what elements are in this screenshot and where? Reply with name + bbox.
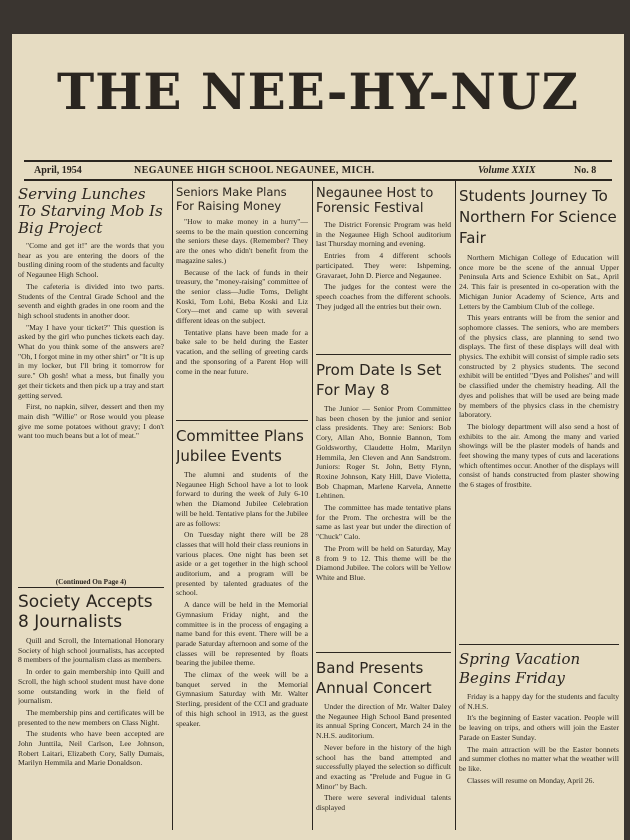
column-divider bbox=[312, 180, 313, 830]
paragraph: On Tuesday night there will be 28 classes that will hold their class reunions in various places. One night has been set aside or a get together in the high school auditorium, and a program will be presented by talented graduates of the school. bbox=[176, 530, 308, 598]
dateline bbox=[34, 165, 604, 179]
paragraph: Northern Michigan College of Education will once more be the scene of the annual Upper Peninsula Arts and Science Exhibit on Sat., April 24. This fair is presented in co-operation with the Michigan Junior Academy of Science, Arts and Letters by the Cambium Club of the college. bbox=[459, 253, 619, 311]
paragraph: The climax of the week will be a banquet served in the Memorial Gymnasium Saturday with Mr. Walter Sterling, president of the CCI and graduate of this high school in 1913, as the guest speaker. bbox=[176, 670, 308, 728]
masthead-rule-bottom bbox=[24, 179, 612, 181]
continued-note: (Continued On Page 4) bbox=[55, 578, 127, 586]
paragraph: The District Forensic Program was held in the Negaunee High School auditorium last Thursday morning and evening. bbox=[316, 220, 451, 249]
paragraph: The judges for the contest were the speech coaches from the different schools. They judged all the entries but their own. bbox=[316, 282, 451, 311]
article-rule bbox=[459, 644, 619, 645]
paragraph: The membership pins and certificates will be presented to the new members on Class Night. bbox=[18, 707, 164, 727]
article-seniors-plans bbox=[176, 184, 308, 416]
masthead-rule-top bbox=[24, 160, 612, 162]
headline: Serving Lunches To Starving Mob Is Big Project bbox=[18, 185, 163, 237]
paragraph: The main attraction will be the Easter bonnets and summer clothes no matter what the weather will be like. bbox=[459, 744, 619, 773]
issue-number: No. 8 bbox=[574, 165, 597, 176]
headline: Society Accepts 8 Journalists bbox=[18, 592, 153, 632]
column-divider bbox=[455, 180, 456, 830]
headline: Spring Vacation Begins Friday bbox=[459, 650, 581, 687]
headline: Negaunee Host to Forensic Festival bbox=[316, 186, 434, 216]
headline: Band Presents Annual Concert bbox=[316, 659, 432, 697]
article-science-fair bbox=[459, 184, 619, 642]
paragraph: The biology department will also send a host of exhibits to the air. Among the many and varied showings will be the plaster models of hands and feet showing the many types of cuts and lacerations which oftentimes occur. Another of the displays will consist of hands constructed from plaster showing the 6 stages of frostbite. bbox=[459, 421, 619, 490]
paragraph: In order to gain membership into Quill and Scroll, the high school student must have done some outstanding work in the field of journalism. bbox=[18, 667, 164, 706]
paragraph: "Come and get it!" are the words that you hear as you are entering the doors of the bustling dining room of the students and faculty of Negaunee High School. bbox=[18, 241, 164, 280]
masthead-title: THE NEE-HY-NUZ bbox=[56, 62, 580, 121]
article-rule bbox=[316, 652, 451, 653]
paragraph: The Junior — Senior Prom Committee has been chosen by the junior and senior class presidents. They are: Seniors: Bob Cory, Allan Aho, Bonnie Bannon, Tom Goldsworthy, Claudette Holm, Marilyn Hemmila, Jen Cleven and Ann Sandstrom. Juniors: Roger St. John, Betty Flynn, Roxine Johnson, Katy Hill, Dave Violetta, Bob Chapman, Marlene Karvela, Annette Lehtinen. bbox=[316, 404, 451, 501]
article-prom-date bbox=[316, 358, 451, 648]
newspaper-page bbox=[12, 34, 624, 840]
article-society-accepts bbox=[18, 590, 164, 840]
paragraph: The cafeteria is divided into two parts. Students of the Central Grade School and the seventh and eighth grades in one room and the high school students in another door. bbox=[18, 281, 164, 320]
paragraph: This years entrants will be from the senior and sophomore classes. The seniors, who are members of the physics class, are planning to send two displays. The first of these displays will deal with physics. The exhibit will consist of simple radio sets constructed by 2 physics students. The second exhibit will be entitled "Dyes and Polishes" and will be classified under the chemistry heading. All the dyes and polishes that will be used are being made by members of the physics class in the chemistry laboratory. bbox=[459, 313, 619, 420]
paragraph: Classes will resume on Monday, April 26. bbox=[467, 775, 595, 785]
paragraph: It's the beginning of Easter vacation. People will be leaving on trips, and others will join the Easter Parade on Easter Sunday. bbox=[459, 713, 619, 742]
article-rule bbox=[176, 420, 308, 421]
paragraph: Never before in the history of the high school has the band attempted and successfully played the selection so difficult and exacting as "Prelude and Fugue in G Minor" by Bach. bbox=[316, 742, 451, 791]
volume-number: Volume XXIX bbox=[478, 165, 536, 176]
headline: Seniors Make Plans For Raising Money bbox=[176, 185, 287, 213]
paragraph: First, no napkin, silver, dessert and then my main dish "Willie" or Rose would you please give me some potatoes without gravy; I don't want too much beans but a lot of meat." bbox=[18, 402, 164, 441]
issue-date: April, 1954 bbox=[34, 165, 82, 176]
column-divider bbox=[172, 180, 173, 830]
paragraph: Tentative plans have been made for a bake sale to be held during the Easter vacation, and the selling of greeting cards and the sponsoring of a Parent Hop will come in the near future. bbox=[176, 327, 308, 376]
article-serving-lunches bbox=[18, 184, 164, 572]
article-rule bbox=[18, 587, 164, 588]
article-rule bbox=[316, 354, 451, 355]
school-name: NEGAUNEE HIGH SCHOOL NEGAUNEE, MICH. bbox=[134, 165, 375, 176]
paragraph: The committee has made tentative plans for the Prom. The orchestra will be the same as last year but under the direction of "Chuck" Calo. bbox=[316, 503, 451, 542]
paragraph: The Prom will be held on Saturday, May 8 from 9 to 12. This theme will be the Diamond Jubilee. The colors will be Yellow White and Blue. bbox=[316, 543, 451, 582]
paragraph: Friday is a happy day for the students and faculty of N.H.S. bbox=[459, 692, 619, 711]
paragraph: Quill and Scroll, the International Honorary Society of high school journalists, has accepted 8 members of the journalism class as members. bbox=[18, 636, 164, 665]
paragraph: A dance will be held in the Memorial Gymnasium Friday night, and the committee is in the process of engaging a name band for this event. There will be a parade Saturday afternoon and some of the classes will be represented by floats bearing the jubilee theme. bbox=[176, 600, 308, 668]
article-forensic-festival bbox=[316, 184, 451, 352]
article-spring-vacation bbox=[459, 648, 619, 840]
paragraph: Because of the lack of funds in their treasury, the "money-raising" committee of the senior class—Judie Toms, Delight Koski, Tom Lohi, Beba Koski and Liz Cory—met and came up with several different ideas on the subject. bbox=[176, 267, 308, 326]
headline: Committee Plans Jubilee Events bbox=[176, 427, 304, 465]
paragraph: The alumni and students of the Negaunee High School have a lot to look forward to during the week of July 6-10 when the Diamond Jubilee Celebration will be held. Tentative plans for the Jubilee are as follows: bbox=[176, 470, 308, 528]
paragraph: Entries from 4 different schools participated. They were: Ishpeming, Gravaraet, John D. Pierce and Negaunee. bbox=[316, 251, 451, 280]
paragraph: The students who have been accepted are John Junttila, Neil Carlson, Lee Johnson, Robert Laitari, Elizabeth Cory, Sally Dumais, Marilyn Hemmila and Marie Donaldson. bbox=[18, 729, 164, 768]
article-jubilee-events bbox=[176, 424, 308, 840]
paragraph: Under the direction of Mr. Walter Daley the Negaunee High School Band presented its annual Spring Concert, March 24 in the N.H.S. auditorium. bbox=[316, 702, 451, 741]
headline: Students Journey To Northern For Science Fair bbox=[459, 187, 617, 247]
headline: Prom Date Is Set For May 8 bbox=[316, 361, 442, 399]
paragraph: "May I have your ticket?" This question is asked by the girl who punches tickets each day. What do you think some of the answers are? "Oh, I forgot mine in my other shirt" or "It is up in my locker, but I'll bring it tomorrow for sure." Oh gosh! what a mess, but finally you get their tickets and then pick up a tray and start getting served. bbox=[18, 322, 164, 400]
article-band-concert bbox=[316, 656, 451, 840]
paragraph: "How to make money in a hurry"—seems to be the main question concerning the seniors these days. (Remember? They are the ones who didn't benefit from the magazine sales.) bbox=[176, 217, 308, 265]
paragraph: There were several individual talents displayed bbox=[316, 793, 451, 813]
